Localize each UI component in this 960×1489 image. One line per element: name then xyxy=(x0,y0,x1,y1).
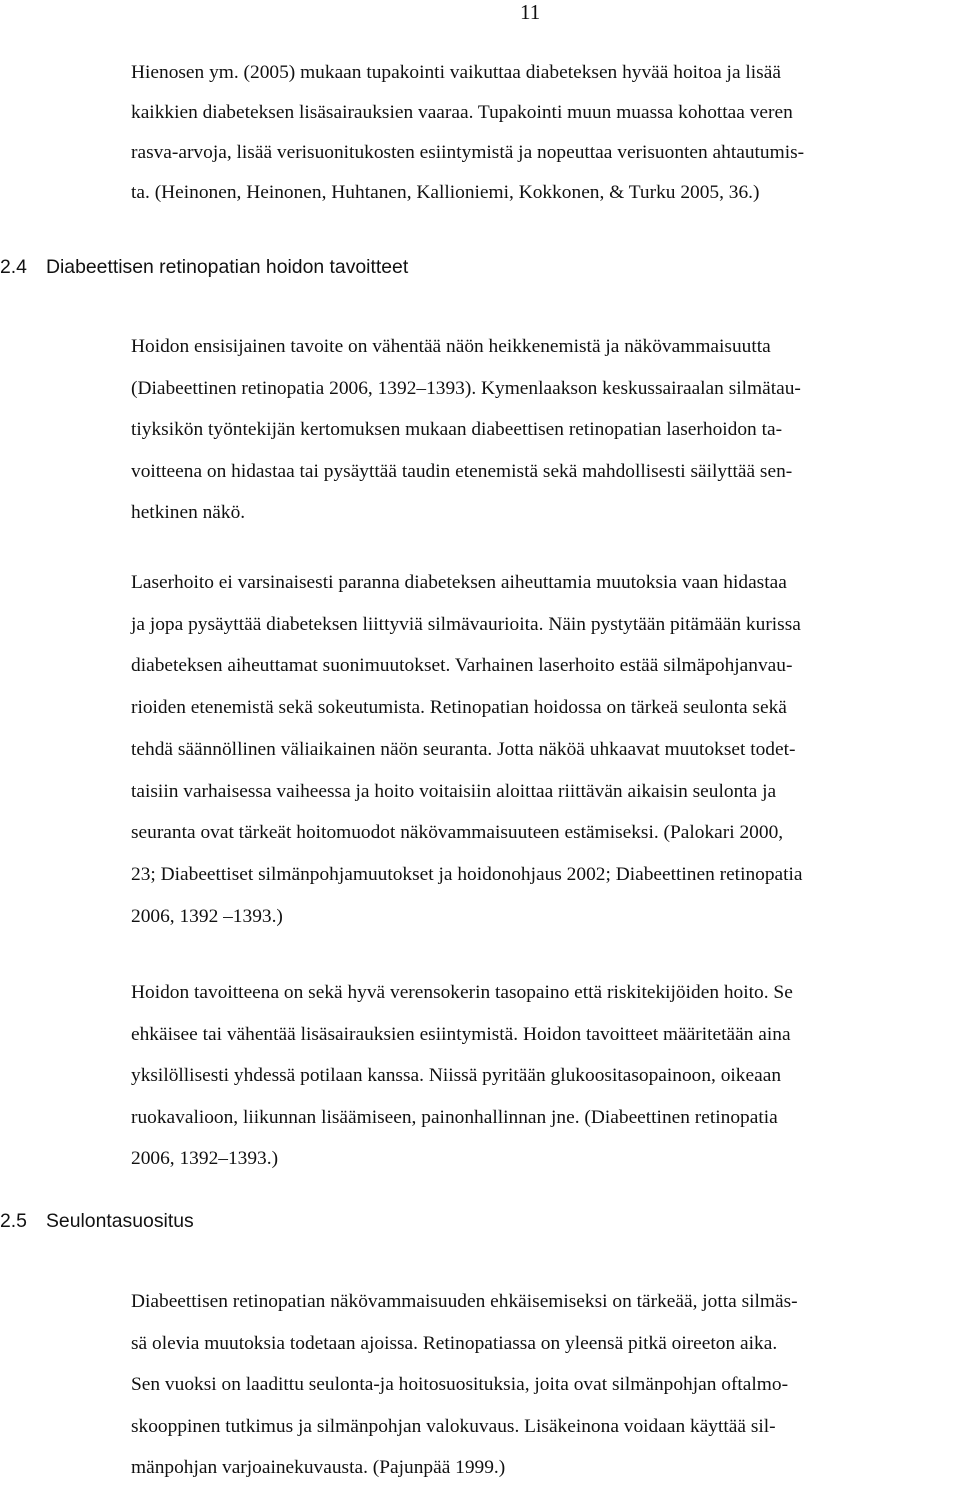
text-line: seuranta ovat tärkeät hoitomuodot näkövammaisuuteen estämiseksi. (Palokari 2000, xyxy=(131,822,784,844)
text-line: yksilöllisesti yhdessä potilaan kanssa. Niissä pyritään glukoositasopainoon, oikeaan xyxy=(131,1065,782,1087)
text-line: Diabeettisen retinopatian näkövammaisuuden ehkäisemiseksi on tärkeää, jotta silmäs- xyxy=(131,1291,798,1312)
paragraph-screening xyxy=(131,1281,960,1489)
text-line: Sen vuoksi on laadittu seulonta-ja hoitosuosituksia, joita ovat silmänpohjan oftalmo- xyxy=(131,1374,789,1396)
paragraph-treatment-goal xyxy=(131,326,960,534)
section-title: Seulontasuositus xyxy=(46,1210,194,1232)
text-line: 23; Diabeettiset silmänpohjamuutokset ja hoidonohjaus 2002; Diabeettinen retinopatia xyxy=(131,863,803,885)
text-line: rasva-arvoja, lisää verisuonitukosten esiintymistä ja nopeuttaa verisuonten ahtautumis- xyxy=(131,142,805,163)
paragraph-laser-treatment xyxy=(131,562,960,937)
paragraph-treatment-objectives xyxy=(131,972,960,1180)
text-line: tiyksikön työntekijän kertomuksen mukaan diabeettisen retinopatian laserhoidon ta- xyxy=(131,419,783,440)
text-line: ehkäisee tai vähentää lisäsairauksien esiintymistä. Hoidon tavoitteet määritetään aina xyxy=(131,1023,791,1045)
text-line: sä olevia muutoksia todetaan ajoissa. Retinopatiassa on yleensä pitkä oireeton aika. xyxy=(131,1332,778,1354)
text-line: hetkinen näkö. xyxy=(131,502,246,523)
section-number: 2.4 xyxy=(0,256,27,278)
page-number: 11 xyxy=(520,0,541,24)
text-line: Hienosen ym. (2005) mukaan tupakointi vaikuttaa diabeteksen hyvää hoitoa ja lisää xyxy=(131,62,781,83)
text-line: mänpohjan varjoainekuvausta. (Pajunpää 1999.) xyxy=(131,1457,506,1479)
text-line: diabeteksen aiheuttamat suonimuutokset. Varhainen laserhoito estää silmäpohjanvau- xyxy=(131,655,793,677)
text-line: Laserhoito ei varsinaisesti paranna diabeteksen aiheuttamia muutoksia vaan hidastaa xyxy=(131,572,787,593)
paragraph-smoking xyxy=(131,53,960,213)
text-line: Hoidon tavoitteena on sekä hyvä verensokerin tasopaino että riskitekijöiden hoito. Se xyxy=(131,982,793,1003)
text-line: rioiden etenemistä sekä sokeutumista. Retinopatian hoidossa on tärkeä seulonta sekä xyxy=(131,697,787,719)
text-line: skooppinen tutkimus ja silmänpohjan valokuvaus. Lisäkeinona voidaan käyttää sil- xyxy=(131,1415,776,1437)
section-heading-2-5 xyxy=(0,1206,194,1236)
text-line: taisiin varhaisessa vaiheessa ja hoito voitaisiin aloittaa riittävän aikaisin seulonta ja xyxy=(131,780,777,802)
text-line: 2006, 1392–1393.) xyxy=(131,1148,279,1170)
text-line: tehdä säännöllinen väliaikainen näön seuranta. Jotta näköä uhkaavat muutokset todet- xyxy=(131,738,796,760)
text-line: 2006, 1392 –1393.) xyxy=(131,905,283,927)
text-line: (Diabeettinen retinopatia 2006, 1392–1393). Kymenlaakson keskussairaalan silmätau- xyxy=(131,377,801,399)
text-line: ruokavalioon, liikunnan lisäämiseen, painonhallinnan jne. (Diabeettinen retinopatia xyxy=(131,1106,778,1128)
section-number: 2.5 xyxy=(0,1210,27,1232)
section-title: Diabeettisen retinopatian hoidon tavoitteet xyxy=(46,256,409,278)
text-line: ja jopa pysäyttää diabeteksen liittyviä silmävaurioita. Näin pystytään pitämään kurissa xyxy=(131,613,801,635)
section-heading-2-4 xyxy=(0,252,408,282)
text-line: Hoidon ensisijainen tavoite on vähentää näön heikkenemistä ja näkövammaisuutta xyxy=(131,336,771,357)
text-line: voitteena on hidastaa tai pysäyttää taudin etenemistä sekä mahdollisesti säilyttää sen- xyxy=(131,460,793,482)
text-line: ta. (Heinonen, Heinonen, Huhtanen, Kallioniemi, Kokkonen, & Turku 2005, 36.) xyxy=(131,182,760,203)
text-line: kaikkien diabeteksen lisäsairauksien vaaraa. Tupakointi muun muassa kohottaa veren xyxy=(131,102,793,123)
